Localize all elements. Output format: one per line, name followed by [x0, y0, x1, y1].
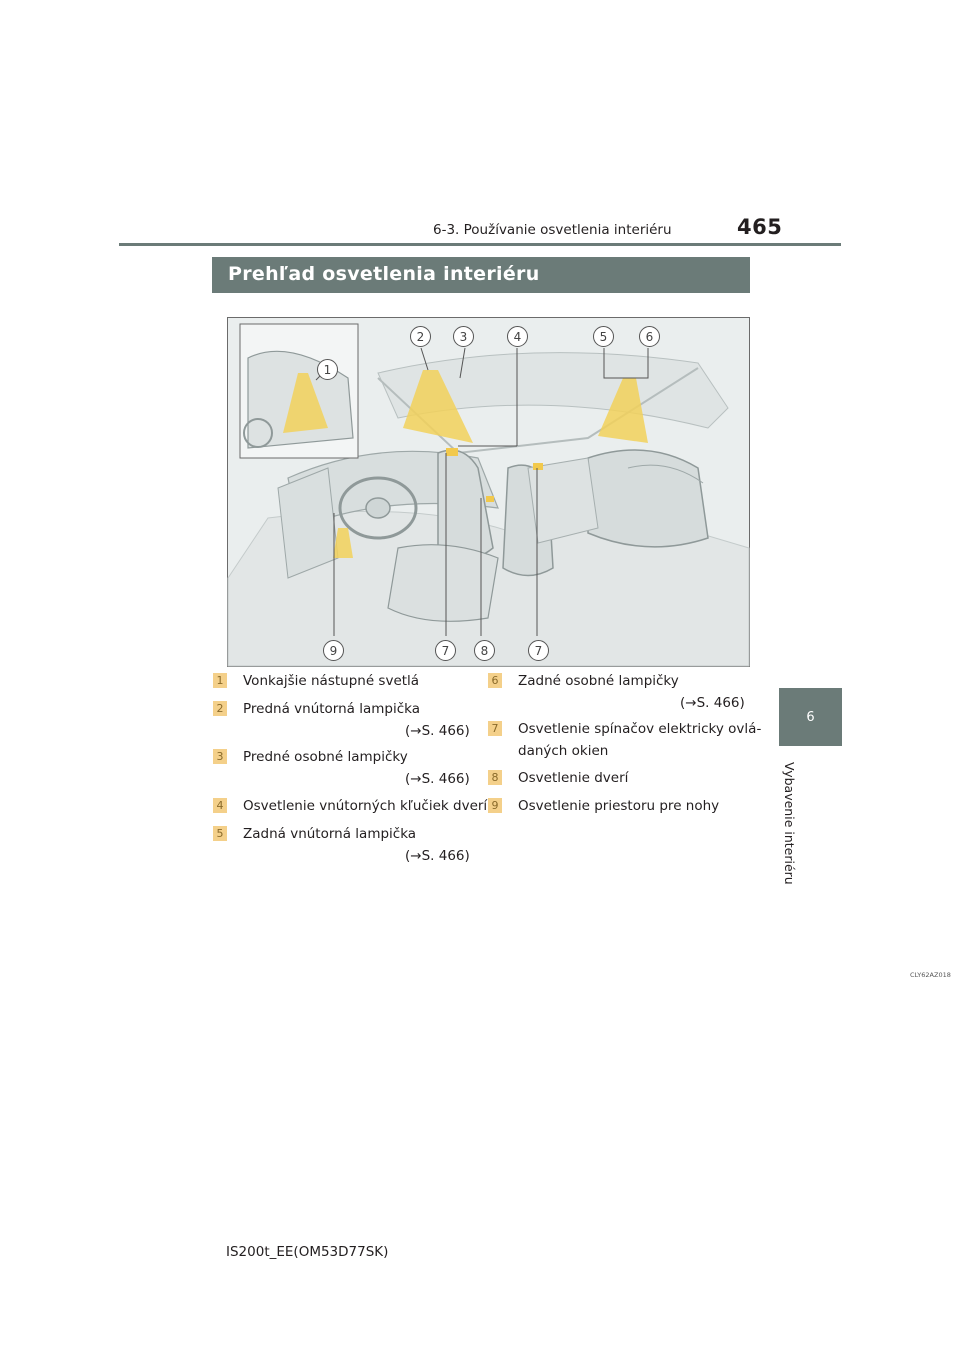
legend-number: 9 [488, 798, 502, 813]
legend-item [213, 746, 473, 794]
figure-callout-3: 3 [453, 326, 474, 347]
legend-text: Osvetlenie dverí [518, 770, 629, 786]
figure-callout-7: 7 [528, 640, 549, 661]
chapter-tab[interactable] [779, 688, 842, 746]
legend-text: Zadné osobné lampičky [518, 673, 679, 689]
figure-callout-1: 1 [317, 359, 338, 380]
legend-item [488, 795, 748, 843]
legend-text: Predná vnútorná lampička [243, 701, 421, 717]
legend-number: 6 [488, 673, 502, 688]
legend-number: 4 [213, 798, 227, 813]
header-rule [119, 243, 841, 246]
legend-number: 5 [213, 826, 227, 841]
legend-text: Predné osobné lampičky [243, 749, 408, 765]
car-interior-drawing [228, 318, 749, 666]
page-number: 465 [737, 215, 783, 239]
legend-item [488, 718, 762, 766]
legend-item [213, 823, 473, 871]
legend-number: 3 [213, 749, 227, 764]
running-header-section: 6-3. Používanie osvetlenia interiéru [433, 222, 672, 238]
chapter-number: 6 [806, 709, 815, 725]
legend-item [488, 670, 748, 718]
figure-callout-9: 9 [323, 640, 344, 661]
legend-page-reference[interactable]: (→S. 466) [405, 771, 470, 787]
legend-text: Osvetlenie priestoru pre nohy [518, 798, 720, 814]
legend-page-reference[interactable]: (→S. 466) [405, 723, 470, 739]
chapter-title: Vybavenie interiéru [782, 762, 797, 885]
legend-text: Vonkajšie nástupné svetlá [243, 673, 420, 689]
legend-number: 2 [213, 701, 227, 716]
legend-text: Zadná vnútorná lampička [243, 826, 417, 842]
section-title: Prehľad osvetlenia interiéru [228, 263, 540, 285]
figure-callout-2: 2 [410, 326, 431, 347]
figure-callout-5: 5 [593, 326, 614, 347]
figure-callout-7: 7 [435, 640, 456, 661]
legend-text: Osvetlenie vnútorných kľučiek dverí [243, 798, 488, 814]
legend-number: 1 [213, 673, 227, 688]
figure-code: CLY62AZ018 [910, 971, 951, 979]
legend-text: Osvetlenie spínačov elektricky ovlá- [518, 721, 762, 737]
legend-page-reference[interactable]: (→S. 466) [680, 695, 745, 711]
legend-page-reference[interactable]: (→S. 466) [405, 848, 470, 864]
legend-number: 7 [488, 721, 502, 736]
footer-model-code: IS200t_EE(OM53D77SK) [226, 1244, 389, 1260]
legend-item [213, 698, 473, 746]
section-title-bar [212, 257, 750, 293]
legend-number: 8 [488, 770, 502, 785]
figure-callout-6: 6 [639, 326, 660, 347]
figure-callout-8: 8 [474, 640, 495, 661]
figure-callout-4: 4 [507, 326, 528, 347]
legend-text-continued: daných okien [518, 743, 609, 759]
